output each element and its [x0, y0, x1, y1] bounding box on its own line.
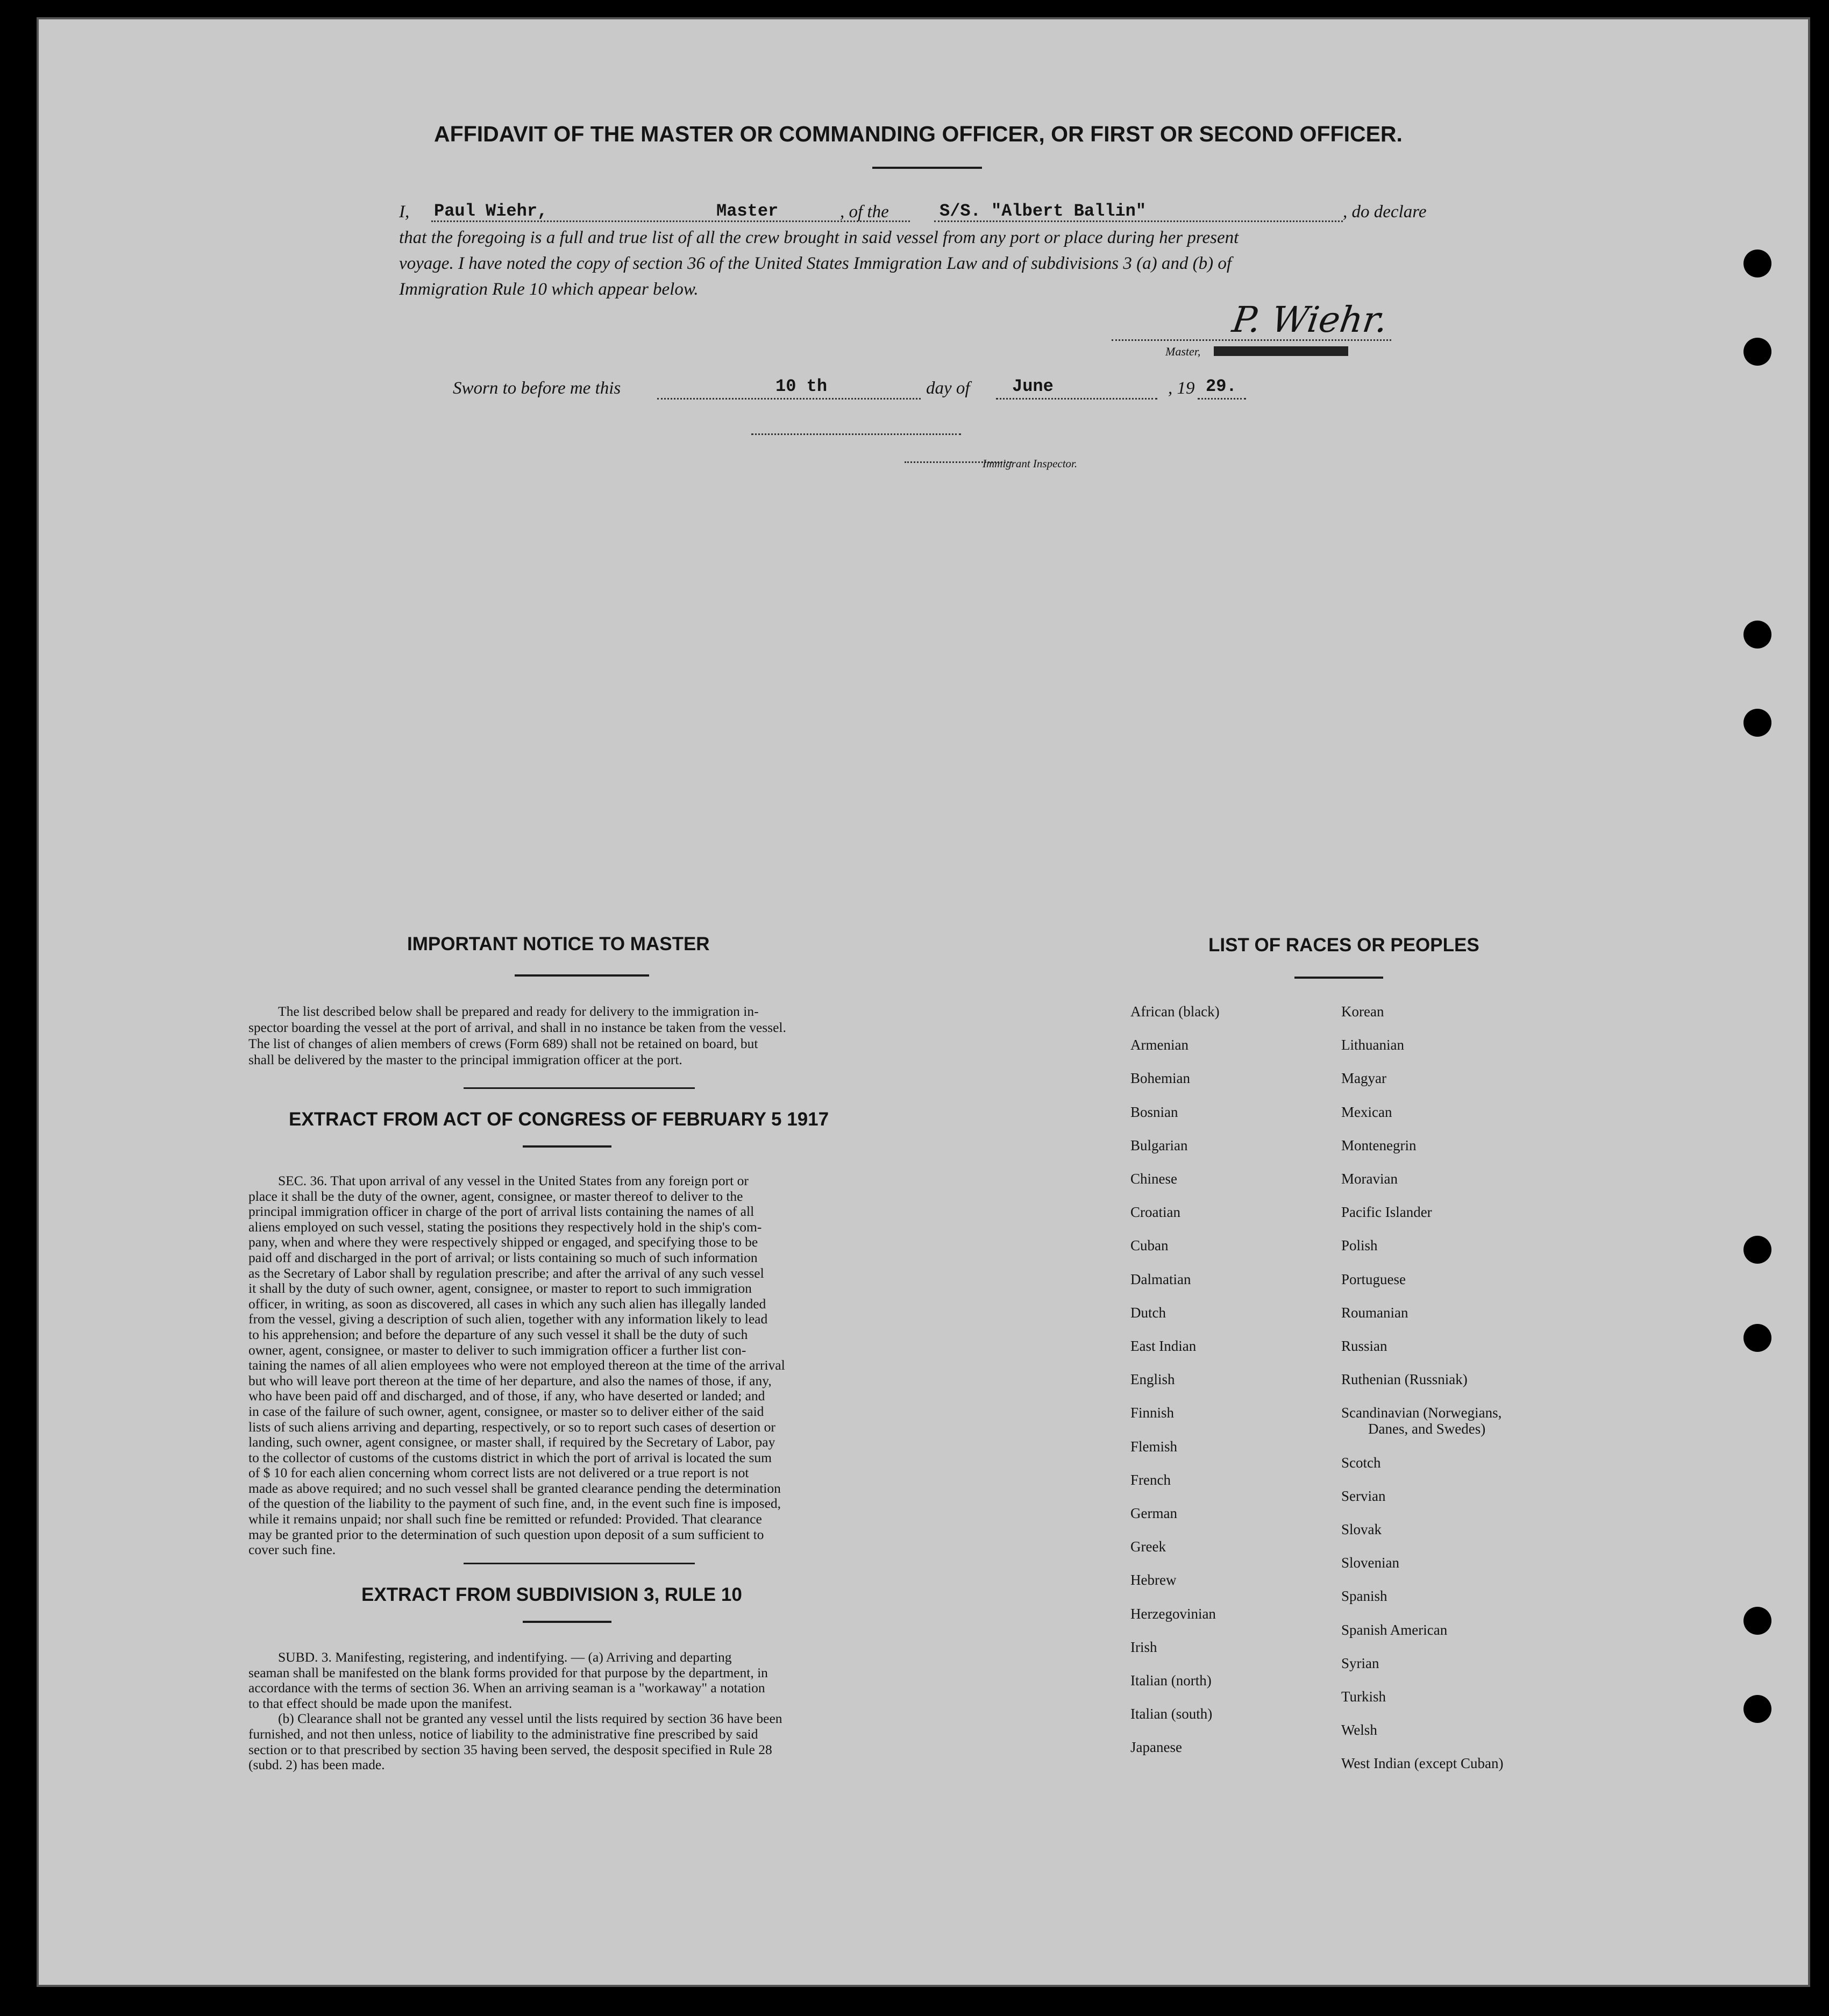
race-item: Italian (south) [1130, 1706, 1213, 1722]
races-rule [1294, 977, 1383, 979]
act-line: but who will leave port thereon at the time of her departure, and also the names of those, if any, [248, 1372, 772, 1388]
act-title: EXTRACT FROM ACT OF CONGRESS OF FEBRUARY 5 1917 [289, 1109, 829, 1130]
act-line: pany, when and where they were respectively shipped or engaged, and specifying those to be [248, 1234, 758, 1250]
race-item: Danes, and Swedes) [1368, 1421, 1486, 1437]
notice-title: IMPORTANT NOTICE TO MASTER [407, 934, 710, 954]
race-item: Ruthenian (Russniak) [1341, 1371, 1468, 1388]
affidavit-line-1 [399, 202, 409, 222]
affidavit-title: AFFIDAVIT OF THE MASTER OR COMMANDING OFFICER, OR FIRST OR SECOND OFFICER. [434, 122, 1403, 146]
title-rule [872, 167, 982, 169]
race-item: Irish [1130, 1639, 1157, 1655]
race-item: Russian [1341, 1338, 1387, 1354]
vessel-blank [934, 220, 1343, 222]
act-line: to the collector of customs of the customs district in which the port of arrival is located the sum [248, 1449, 772, 1465]
affidavit-line-3: voyage. I have noted the copy of section 36 of the United States Immigration Law and of subdivisions 3 (a) and (b) of [399, 254, 1232, 273]
do-declare-text: , do declare [1343, 202, 1427, 222]
act-line: as the Secretary of Labor shall by regulation prescribe; and after the arrival of any such vessel [248, 1265, 764, 1281]
notice-body [248, 1003, 921, 1068]
race-item: Greek [1130, 1538, 1166, 1555]
day-of-text: day of [926, 379, 970, 398]
race-item: Scandinavian (Norwegians, [1341, 1405, 1502, 1421]
act-line: to his apprehension; and before the departure of any such vessel it shall be the duty of such [248, 1326, 748, 1342]
notice-divider [464, 1087, 695, 1089]
act-line: owner, agent, consignee, or master to deliver to such immigration officer a further list con- [248, 1342, 746, 1358]
vessel-name: S/S. "Albert Ballin" [940, 201, 1147, 221]
race-item: Croatian [1130, 1204, 1180, 1221]
race-item: Servian [1341, 1487, 1386, 1504]
race-item: Slovak [1341, 1521, 1382, 1537]
sworn-day: 10 th [775, 376, 828, 396]
race-item: Dalmatian [1130, 1271, 1191, 1287]
act-line: officer, in writing, as soon as discovered, all cases in which any such alien has illegally landed [248, 1295, 766, 1312]
act-body [248, 1173, 921, 1558]
notice-line: spector boarding the vessel at the port of arrival, and shall in no instance be taken from the vessel. [248, 1020, 786, 1035]
act-line: from the vessel, giving a description of such alien, together with any information likely to lead [248, 1311, 768, 1327]
rule-title: EXTRACT FROM SUBDIVISION 3, RULE 10 [361, 1584, 742, 1605]
race-item: Scotch [1341, 1454, 1381, 1471]
race-item: Syrian [1341, 1655, 1379, 1671]
race-item: Mexican [1341, 1103, 1392, 1120]
race-item: Bosnian [1130, 1103, 1178, 1120]
race-item: Chinese [1130, 1171, 1177, 1187]
notice-line: shall be delivered by the master to the principal immigration officer at the port. [248, 1052, 682, 1067]
punch-hole [1743, 1695, 1771, 1723]
race-item: Moravian [1341, 1171, 1398, 1187]
inspector-line-1 [751, 433, 961, 435]
act-line: paid off and discharged in the port of arrival; or lists containing so much of such information [248, 1249, 758, 1265]
sworn-year: 29. [1206, 376, 1237, 396]
punch-hole [1743, 338, 1771, 366]
affidavit-line-2: that the foregoing is a full and true list of all the crew brought in said vessel from any port or place during her present [399, 228, 1239, 247]
rank: Master [716, 201, 779, 221]
year-prefix: , 19 [1168, 379, 1195, 398]
master-signature: P. Wiehr. [1229, 299, 1391, 340]
act-line: aliens employed on such vessel, stating the positions they respectively hold in the ship's com- [248, 1219, 762, 1235]
rule-line: (subd. 2) has been made. [248, 1757, 385, 1773]
race-item: Japanese [1130, 1739, 1182, 1756]
race-item: Dutch [1130, 1304, 1166, 1321]
act-line: taining the names of all alien employees who were not employed thereon at the time of the arrival [248, 1357, 785, 1373]
act-line: landing, such owner, agent consignee, or master shall, if required by the Secretary of Labor, pay [248, 1434, 775, 1450]
signature-caption: Master, [1165, 345, 1201, 358]
race-item: French [1130, 1471, 1171, 1488]
rule-line: seaman shall be manifested on the blank forms provided for that purpose by the department, in [248, 1664, 768, 1680]
race-item: Lithuanian [1341, 1037, 1404, 1053]
master-name: Paul Wiehr, [434, 201, 548, 221]
rule-line: accordance with the terms of section 36. When an arriving seaman is a "workaway" a notation [248, 1680, 765, 1696]
punch-hole [1743, 1607, 1771, 1635]
races-title: LIST OF RACES OR PEOPLES [1208, 935, 1479, 956]
race-item: Polish [1341, 1237, 1378, 1254]
act-line: place it shall be the duty of the owner, agent, consignee, or master thereof to deliver to the [248, 1188, 743, 1204]
name-blank [431, 220, 910, 222]
act-line: of $ 10 for each alien concerning whom correct lists are not delivered or a true report is not [248, 1465, 749, 1481]
notice-line: The list of changes of alien members of crews (Form 689) shall not be retained on board, but [248, 1036, 758, 1051]
race-item: East Indian [1130, 1338, 1197, 1354]
race-item: Slovenian [1341, 1555, 1399, 1571]
race-item: Turkish [1341, 1689, 1386, 1705]
act-line: lists of such aliens arriving and departing, respectively, or so to report such cases of desertion or [248, 1419, 775, 1435]
act-line: of the question of the liability to the payment of such fine, and, in the event such fine is imposed, [248, 1495, 781, 1512]
act-line: in case of the failure of such owner, agent, consignee, or master so to deliver either of the said [248, 1403, 764, 1419]
race-item: Finnish [1130, 1405, 1175, 1421]
punch-hole [1743, 250, 1771, 277]
month-blank [996, 398, 1157, 400]
punch-hole [1743, 621, 1771, 649]
race-item: Portuguese [1341, 1271, 1406, 1287]
race-item: West Indian (except Cuban) [1341, 1755, 1504, 1772]
act-line: principal immigration officer in charge of the port of arrival lists containing the names of all [248, 1203, 755, 1220]
race-item: Herzegovinian [1130, 1605, 1216, 1622]
punch-hole [1743, 1324, 1771, 1352]
race-item: German [1130, 1505, 1177, 1521]
race-item: Welsh [1341, 1722, 1377, 1739]
rule-line: (b) Clearance shall not be granted any vessel until the lists required by section 36 have been [278, 1711, 782, 1727]
manifest-page [37, 17, 1810, 1987]
race-item: Bulgarian [1130, 1137, 1188, 1153]
affidavit-line-4: Immigration Rule 10 which appear below. [399, 280, 699, 299]
struck-out-text [1214, 346, 1348, 356]
rule-line: section or to that prescribed by section 35 having been served, the desposit specified in Rule 28 [248, 1741, 772, 1757]
rule-line: SUBD. 3. Manifesting, registering, and indentifying. — (a) Arriving and departing [278, 1649, 732, 1665]
race-item: English [1130, 1371, 1175, 1388]
race-item: Flemish [1130, 1438, 1178, 1455]
race-item: Magyar [1341, 1070, 1386, 1087]
race-item: Bohemian [1130, 1070, 1190, 1087]
sworn-label: Sworn to before me this [453, 379, 621, 398]
rule-rule [523, 1621, 611, 1623]
race-item: Italian (north) [1130, 1672, 1212, 1689]
race-item: Armenian [1130, 1037, 1189, 1053]
race-item: Hebrew [1130, 1572, 1177, 1588]
pronoun: I, [399, 202, 410, 222]
race-item: African (black) [1130, 1003, 1220, 1020]
race-item: Pacific Islander [1341, 1204, 1432, 1221]
race-item: Roumanian [1341, 1304, 1408, 1321]
inspector-caption: Immigrant Inspector. [983, 457, 1078, 470]
rule-line: to that effect should be made upon the manifest. [248, 1695, 513, 1711]
act-rule [523, 1145, 611, 1148]
act-line: who have been paid off and discharged, and of those, if any, who have deserted or landed; and [248, 1388, 765, 1404]
act-line: cover such fine. [248, 1542, 336, 1558]
notice-rule [515, 974, 649, 977]
punch-hole [1743, 1236, 1771, 1264]
race-item: Korean [1341, 1003, 1384, 1020]
rule-line: furnished, and not then unless, notice of liability to the administrative fine prescribed by said [248, 1726, 758, 1742]
race-item: Spanish [1341, 1588, 1387, 1605]
of-the-text: , of the [840, 202, 889, 222]
act-divider [464, 1563, 695, 1564]
act-line: made as above required; and no such vessel shall be granted clearance pending the determination [248, 1480, 781, 1496]
day-blank [657, 398, 921, 400]
notice-line: The list described below shall be prepared and ready for delivery to the immigration in- [278, 1003, 759, 1019]
race-item: Spanish American [1341, 1621, 1448, 1638]
act-line: may be granted prior to the determination of such question upon deposit of a sum sufficient to [248, 1526, 764, 1542]
sworn-month: June [1012, 376, 1054, 396]
year-blank [1198, 398, 1246, 400]
punch-hole [1743, 709, 1771, 737]
race-item: Cuban [1130, 1237, 1169, 1254]
race-item: Montenegrin [1341, 1137, 1417, 1153]
act-line: SEC. 36. That upon arrival of any vessel in the United States from any foreign port or [278, 1173, 749, 1188]
rule-body [248, 1650, 921, 1773]
act-line: it shall by the duty of such owner, agent, consignee, or master to report to such immigration [248, 1280, 752, 1296]
signature-line [1112, 339, 1391, 341]
act-line: while it remains unpaid; nor shall such fine be remitted or refunded: Provided. That clearance [248, 1511, 762, 1527]
